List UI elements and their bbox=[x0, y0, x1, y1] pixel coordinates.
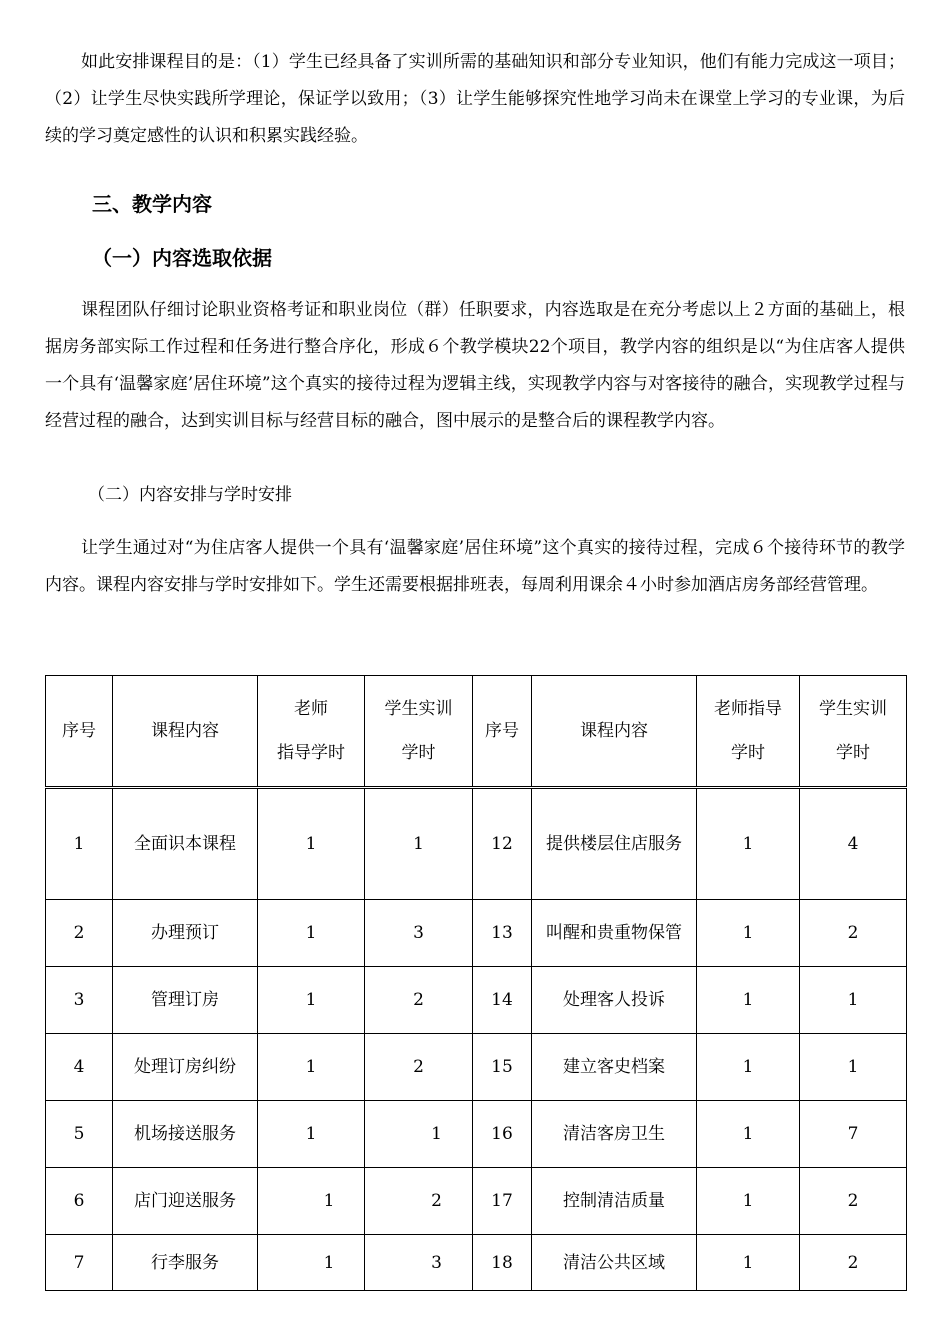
cell-no: 4 bbox=[46, 1034, 113, 1101]
cell-student-hours-right: 7 bbox=[800, 1101, 907, 1168]
cell-student-hours bbox=[365, 1101, 473, 1168]
cell-teacher-hours-right: 1 bbox=[697, 967, 800, 1034]
table-row bbox=[46, 900, 907, 967]
cell-no-right: 15 bbox=[473, 1034, 532, 1101]
cell-teacher-hours: 1 bbox=[258, 788, 365, 900]
cell-student-hours-right: 4 bbox=[800, 788, 907, 900]
cell-student-hours-right: 2 bbox=[800, 1235, 907, 1291]
course-hours-table bbox=[45, 675, 907, 1291]
cell-content-right: 控制清洁质量 bbox=[532, 1168, 697, 1235]
cell-student-hours bbox=[365, 1235, 473, 1291]
schedule-paragraph: 让学生通过对“为住店客人提供一个具有‘温馨家庭’居住环境”这个真实的接待过程，完成６个接待环节的教学内容。课程内容安排与学时安排如下。学生还需要根据排班表，每周利用课余４小时参加酒店房务部经营管理。 bbox=[45, 538, 905, 595]
subheading-content-basis: （一）内容选取依据 bbox=[92, 246, 272, 270]
cell-teacher-hours bbox=[258, 1235, 365, 1291]
cell-student-hours: 2 bbox=[365, 967, 473, 1034]
cell-teacher-hours-right: 1 bbox=[697, 1168, 800, 1235]
cell-content: 办理预订 bbox=[113, 900, 258, 967]
cell-teacher-hours-right: 1 bbox=[697, 788, 800, 900]
cell-teacher-hours-right: 1 bbox=[697, 1235, 800, 1291]
header-student-hours-right: 学生实训 学时 bbox=[800, 676, 907, 788]
basis-paragraph: 课程团队仔细讨论职业资格考证和职业岗位（群）任职要求，内容选取是在充分考虑以上２方面的基础上，根据房务部实际工作过程和任务进行整合序化，形成６个教学模块22个项目，教学内容的组织是以“为住店客人提供一个具有‘温馨家庭’居住环境”这个真实的接待过程为逻辑主线，实现教学内容与对客接待的融合，实现教学过程与经营过程的融合，达到实训目标与经营目标的融合，图中展示的是整合后的课程教学内容。 bbox=[45, 300, 905, 431]
cell-teacher-hours: 1 bbox=[258, 1034, 365, 1101]
cell-content: 全面识本课程 bbox=[113, 788, 258, 900]
header-no-right: 序号 bbox=[473, 676, 532, 788]
table-row bbox=[46, 1101, 907, 1168]
header-teacher-hours-right: 老师指导 学时 bbox=[697, 676, 800, 788]
header-content-right: 课程内容 bbox=[532, 676, 697, 788]
subheading-content-schedule: （二）内容安排与学时安排 bbox=[88, 485, 292, 505]
cell-student-hours-value: 3 bbox=[431, 1252, 442, 1273]
header-content-left: 课程内容 bbox=[113, 676, 258, 788]
cell-content: 行李服务 bbox=[113, 1235, 258, 1291]
cell-content-right: 清洁客房卫生 bbox=[532, 1101, 697, 1168]
cell-student-hours: 3 bbox=[365, 900, 473, 967]
cell-teacher-hours-value: 1 bbox=[323, 1252, 335, 1273]
cell-teacher-hours-value: 1 bbox=[323, 1191, 335, 1211]
cell-student-hours-right: 2 bbox=[800, 900, 907, 967]
cell-content-right: 清洁公共区域 bbox=[532, 1235, 697, 1291]
cell-no-right: 13 bbox=[473, 900, 532, 967]
table-header-row bbox=[46, 676, 907, 788]
cell-content: 处理订房纠纷 bbox=[113, 1034, 258, 1101]
cell-no-right: 16 bbox=[473, 1101, 532, 1168]
table-row bbox=[46, 1235, 907, 1291]
purpose-paragraph: 如此安排课程目的是：（1）学生已经具备了实训所需的基础知识和部分专业知识，他们有能力完成这一项目；（2）让学生尽快实践所学理论，保证学以致用；（3）让学生能够探究性地学习尚未在课堂上学习的专业课，为后续的学习奠定感性的认识和积累实践经验。 bbox=[45, 52, 905, 146]
cell-teacher-hours: 1 bbox=[258, 1101, 365, 1168]
cell-teacher-hours: 1 bbox=[258, 967, 365, 1034]
cell-no-right: 18 bbox=[473, 1235, 532, 1291]
section-heading-teaching-content: 三、教学内容 bbox=[92, 192, 212, 216]
cell-no: 1 bbox=[46, 788, 113, 900]
cell-teacher-hours-right: 1 bbox=[697, 1034, 800, 1101]
cell-content-right: 建立客史档案 bbox=[532, 1034, 697, 1101]
cell-teacher-hours bbox=[258, 1168, 365, 1235]
cell-no-right: 14 bbox=[473, 967, 532, 1034]
cell-no: 2 bbox=[46, 900, 113, 967]
cell-teacher-hours-right: 1 bbox=[697, 900, 800, 967]
cell-content-right: 叫醒和贵重物保管 bbox=[532, 900, 697, 967]
cell-content-right: 处理客人投诉 bbox=[532, 967, 697, 1034]
cell-content: 机场接送服务 bbox=[113, 1101, 258, 1168]
table-row bbox=[46, 788, 907, 900]
cell-no: 5 bbox=[46, 1101, 113, 1168]
table-row bbox=[46, 1168, 907, 1235]
cell-student-hours-right: 1 bbox=[800, 967, 907, 1034]
header-no-left: 序号 bbox=[46, 676, 113, 788]
cell-student-hours-right: 2 bbox=[800, 1168, 907, 1235]
table-row bbox=[46, 1034, 907, 1101]
cell-student-hours-value: 1 bbox=[431, 1124, 442, 1144]
cell-content: 店门迎送服务 bbox=[113, 1168, 258, 1235]
cell-teacher-hours: 1 bbox=[258, 900, 365, 967]
cell-student-hours-right: 1 bbox=[800, 1034, 907, 1101]
cell-student-hours-value: 2 bbox=[431, 1191, 442, 1211]
cell-content-right: 提供楼层住店服务 bbox=[532, 788, 697, 900]
cell-teacher-hours-right: 1 bbox=[697, 1101, 800, 1168]
table-row bbox=[46, 967, 907, 1034]
header-student-hours-left: 学生实训 学时 bbox=[365, 676, 473, 788]
cell-no-right: 12 bbox=[473, 788, 532, 900]
cell-student-hours bbox=[365, 1168, 473, 1235]
cell-student-hours: 2 bbox=[365, 1034, 473, 1101]
cell-no-right: 17 bbox=[473, 1168, 532, 1235]
cell-no: 6 bbox=[46, 1168, 113, 1235]
header-teacher-hours-left: 老师 指导学时 bbox=[258, 676, 365, 788]
cell-content: 管理订房 bbox=[113, 967, 258, 1034]
cell-no: 7 bbox=[46, 1235, 113, 1291]
cell-student-hours: 1 bbox=[365, 788, 473, 900]
cell-no: 3 bbox=[46, 967, 113, 1034]
